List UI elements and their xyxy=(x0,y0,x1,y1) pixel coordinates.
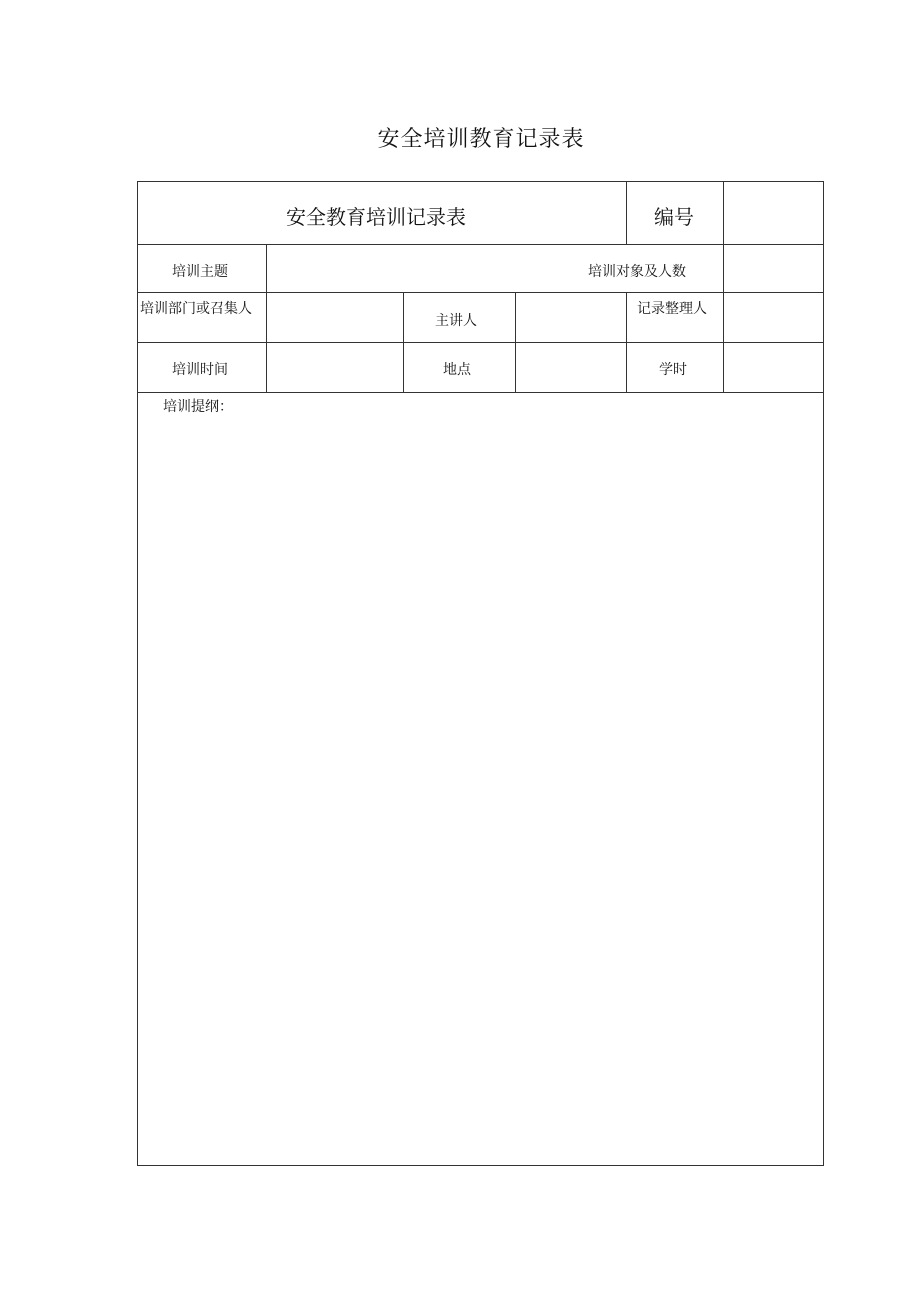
column-divider xyxy=(723,244,724,292)
form-header-title: 安全教育培训记录表 xyxy=(286,205,466,229)
recorder-label: 记录整理人 xyxy=(637,301,707,317)
row-divider xyxy=(138,292,823,293)
topic-field[interactable] xyxy=(271,248,571,288)
lecturer-label: 主讲人 xyxy=(435,313,477,329)
hours-label: 学时 xyxy=(659,362,687,378)
department-label: 培训部门或召集人 xyxy=(140,301,252,317)
column-divider xyxy=(626,182,627,244)
recorder-field[interactable] xyxy=(728,296,820,338)
column-divider xyxy=(515,292,516,392)
column-divider xyxy=(723,182,724,244)
number-label: 编号 xyxy=(654,205,694,229)
lecturer-field[interactable] xyxy=(520,296,622,338)
column-divider xyxy=(723,292,724,392)
topic-label: 培训主题 xyxy=(172,264,228,280)
location-label: 地点 xyxy=(443,362,471,378)
column-divider xyxy=(266,244,267,292)
row-divider xyxy=(138,392,823,393)
row-divider xyxy=(138,244,823,245)
outline-label: 培训提纲： xyxy=(163,399,233,415)
location-field[interactable] xyxy=(520,346,622,388)
training-record-form xyxy=(137,181,824,1166)
row-divider xyxy=(138,342,823,343)
outline-field[interactable] xyxy=(163,418,803,1158)
column-divider xyxy=(626,292,627,392)
department-field[interactable] xyxy=(271,296,399,338)
column-divider xyxy=(403,292,404,392)
audience-field[interactable] xyxy=(728,248,820,288)
number-field[interactable] xyxy=(728,186,820,240)
hours-field[interactable] xyxy=(728,346,820,388)
column-divider xyxy=(266,292,267,392)
audience-label: 培训对象及人数 xyxy=(588,264,686,280)
time-label: 培训时间 xyxy=(172,362,228,378)
page-title: 安全培训教育记录表 xyxy=(377,127,585,152)
time-field[interactable] xyxy=(271,346,399,388)
